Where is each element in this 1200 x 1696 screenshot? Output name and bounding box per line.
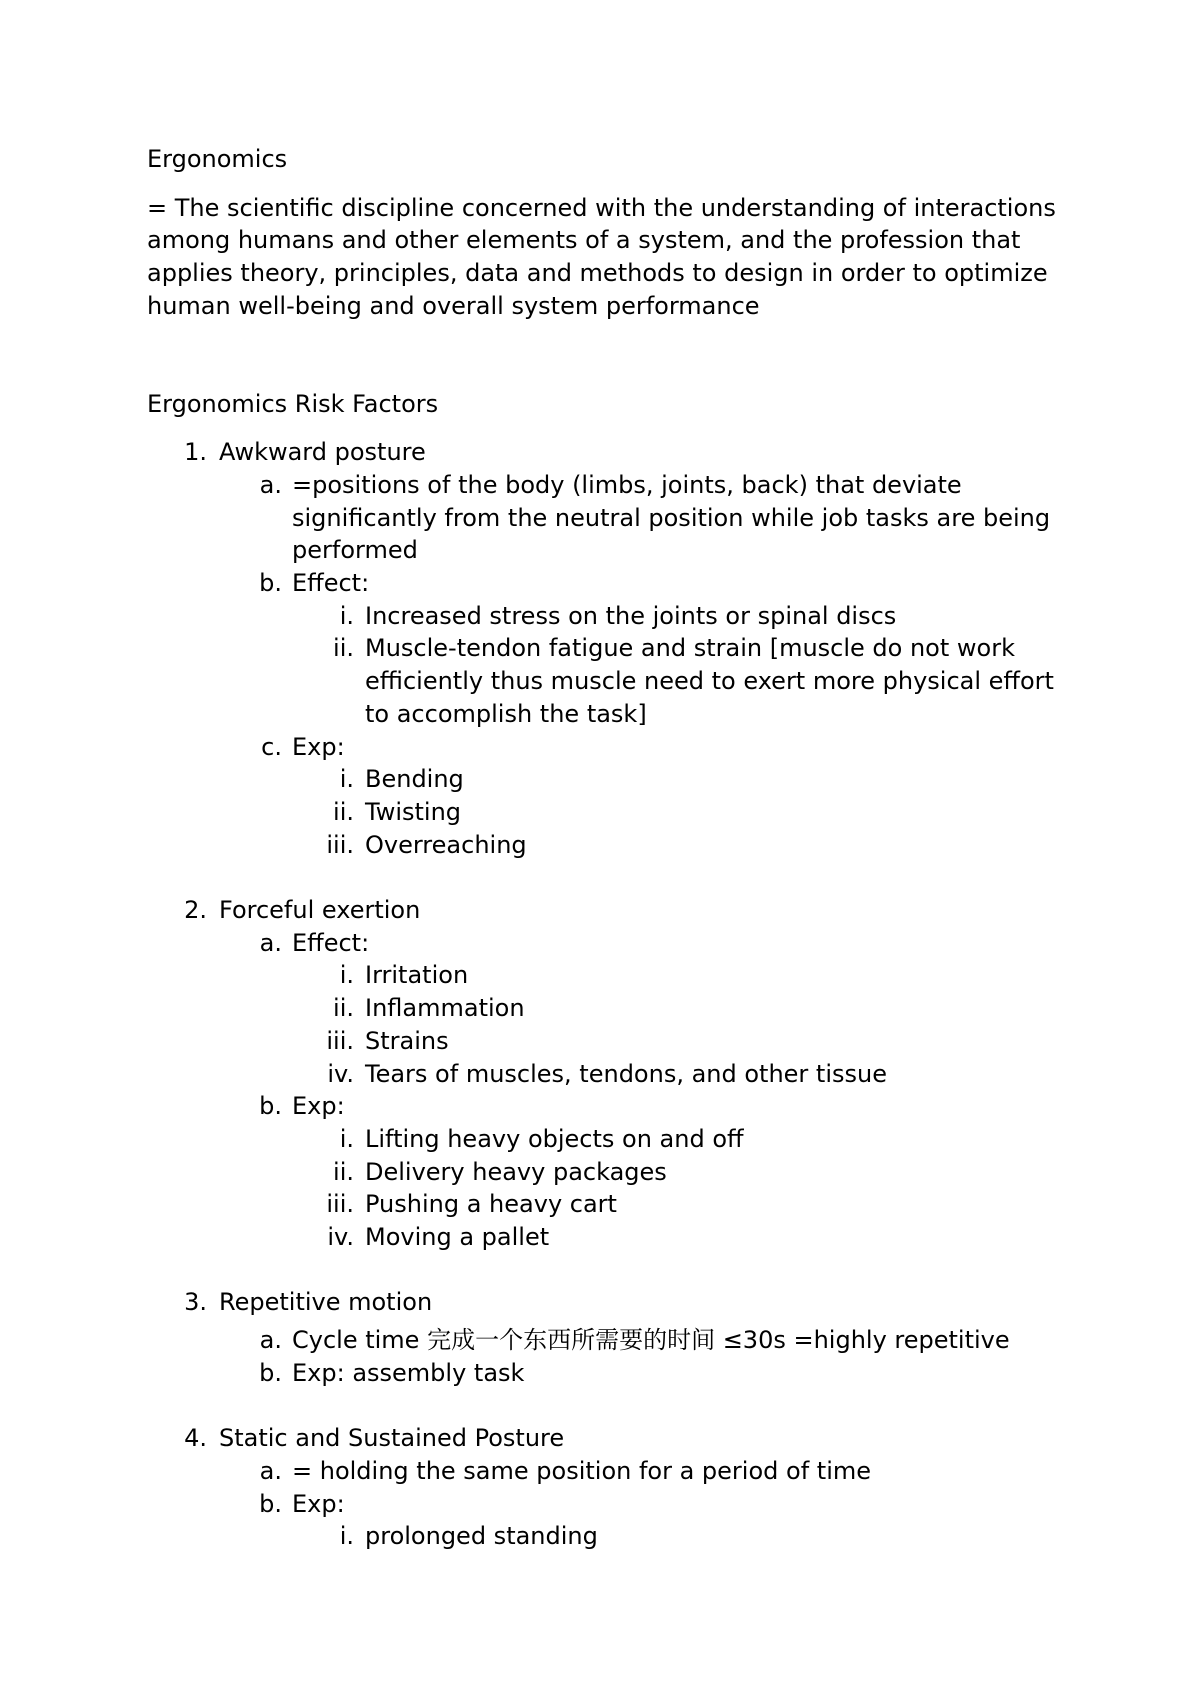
list-item bbox=[147, 1520, 1077, 1553]
list-letter: b. bbox=[259, 1092, 282, 1121]
list-item bbox=[147, 1357, 1077, 1390]
list-label: Exp: bbox=[292, 732, 345, 761]
list-item bbox=[147, 959, 1077, 992]
list-roman: i. bbox=[339, 961, 354, 990]
list-letter: b. bbox=[259, 1489, 282, 1518]
list-label: Tears of muscles, tendons, and other tissue bbox=[365, 1059, 887, 1088]
list-item bbox=[147, 469, 1077, 567]
list-item bbox=[147, 1324, 1077, 1357]
list-label: Repetitive motion bbox=[219, 1288, 433, 1317]
list-number: 3. bbox=[184, 1288, 207, 1317]
list-item bbox=[147, 829, 1077, 862]
list-letter: b. bbox=[259, 1358, 282, 1387]
list-item bbox=[147, 796, 1077, 829]
list-item bbox=[147, 1221, 1077, 1254]
list-label: Delivery heavy packages bbox=[365, 1157, 667, 1186]
list-letter: a. bbox=[259, 470, 282, 499]
list-item bbox=[147, 1188, 1077, 1221]
list-item bbox=[147, 1455, 1077, 1488]
list-label: Strains bbox=[365, 1026, 449, 1055]
list-label: Awkward posture bbox=[219, 438, 426, 467]
list-label: Effect: bbox=[292, 569, 370, 598]
list-label: Twisting bbox=[365, 797, 462, 826]
list-roman: ii. bbox=[333, 1157, 354, 1186]
list-label: Muscle-tendon fatigue and strain [muscle do not work efficiently thus muscle need to exert more physical effort to accomplish the task] bbox=[365, 634, 1054, 728]
list-letter: c. bbox=[261, 732, 282, 761]
list-label: Bending bbox=[365, 765, 464, 794]
list-label: Overreaching bbox=[365, 830, 527, 859]
list-label: Moving a pallet bbox=[365, 1223, 550, 1252]
list-letter: a. bbox=[259, 1326, 282, 1355]
list-item bbox=[147, 763, 1077, 796]
list-number: 2. bbox=[184, 896, 207, 925]
list-item bbox=[147, 1156, 1077, 1189]
list-roman: iv. bbox=[327, 1223, 354, 1252]
list-label: Lifting heavy objects on and off bbox=[365, 1124, 744, 1153]
list-label: Static and Sustained Posture bbox=[219, 1424, 565, 1453]
list-roman: iii. bbox=[326, 1026, 354, 1055]
list-label: Exp: bbox=[292, 1092, 345, 1121]
list-label: Increased stress on the joints or spinal discs bbox=[365, 601, 897, 630]
risk-factor-item bbox=[147, 1422, 1077, 1455]
list-roman: i. bbox=[339, 765, 354, 794]
list-item bbox=[147, 1123, 1077, 1156]
list-label: Exp: bbox=[292, 1489, 345, 1518]
list-roman: iii. bbox=[326, 1190, 354, 1219]
list-item bbox=[147, 731, 1077, 764]
list-roman: ii. bbox=[333, 797, 354, 826]
risk-factor-item bbox=[147, 436, 1077, 469]
list-label: Inflammation bbox=[365, 994, 525, 1023]
list-letter: a. bbox=[259, 1456, 282, 1485]
list-label: Effect: bbox=[292, 928, 370, 957]
list-number: 1. bbox=[184, 438, 207, 467]
list-label: Irritation bbox=[365, 961, 469, 990]
list-roman: ii. bbox=[333, 994, 354, 1023]
list-label: Exp: assembly task bbox=[292, 1358, 525, 1387]
list-label: = holding the same position for a period of time bbox=[292, 1456, 871, 1485]
list-roman: i. bbox=[339, 1522, 354, 1551]
list-roman: iv. bbox=[327, 1059, 354, 1088]
list-letter: b. bbox=[259, 569, 282, 598]
list-roman: i. bbox=[339, 601, 354, 630]
definition-paragraph: = The scientific discipline concerned with the understanding of interactions among humans and other elements of a system, and the profession that applies theory, principles, data and methods to design in order to optimize human well-being and overall system performance bbox=[147, 193, 1056, 320]
list-label: Forceful exertion bbox=[219, 896, 421, 925]
list-item bbox=[147, 632, 1077, 730]
list-item bbox=[147, 1025, 1077, 1058]
list-label: prolonged standing bbox=[365, 1522, 598, 1551]
document-title: Ergonomics bbox=[147, 145, 288, 173]
risk-factor-item bbox=[147, 1286, 1077, 1319]
list-roman: ii. bbox=[333, 634, 354, 663]
list-item bbox=[147, 600, 1077, 633]
list-item bbox=[147, 927, 1077, 960]
section-title: Ergonomics Risk Factors bbox=[147, 389, 439, 418]
list-label: Cycle time 完成一个东西所需要的时间 ≤30s =highly repetitive bbox=[292, 1326, 1010, 1355]
risk-factor-item bbox=[147, 894, 1077, 927]
list-roman: iii. bbox=[326, 830, 354, 859]
list-item bbox=[147, 1058, 1077, 1091]
list-item bbox=[147, 567, 1077, 600]
list-label: Pushing a heavy cart bbox=[365, 1190, 617, 1219]
list-item bbox=[147, 992, 1077, 1025]
list-item bbox=[147, 1090, 1077, 1123]
list-letter: a. bbox=[259, 928, 282, 957]
list-roman: i. bbox=[339, 1124, 354, 1153]
list-number: 4. bbox=[184, 1424, 207, 1453]
list-label: =positions of the body (limbs, joints, back) that deviate significantly from the neutral position while job tasks are being performed bbox=[292, 470, 1051, 565]
list-item bbox=[147, 1488, 1077, 1521]
document-body bbox=[147, 143, 1077, 1553]
